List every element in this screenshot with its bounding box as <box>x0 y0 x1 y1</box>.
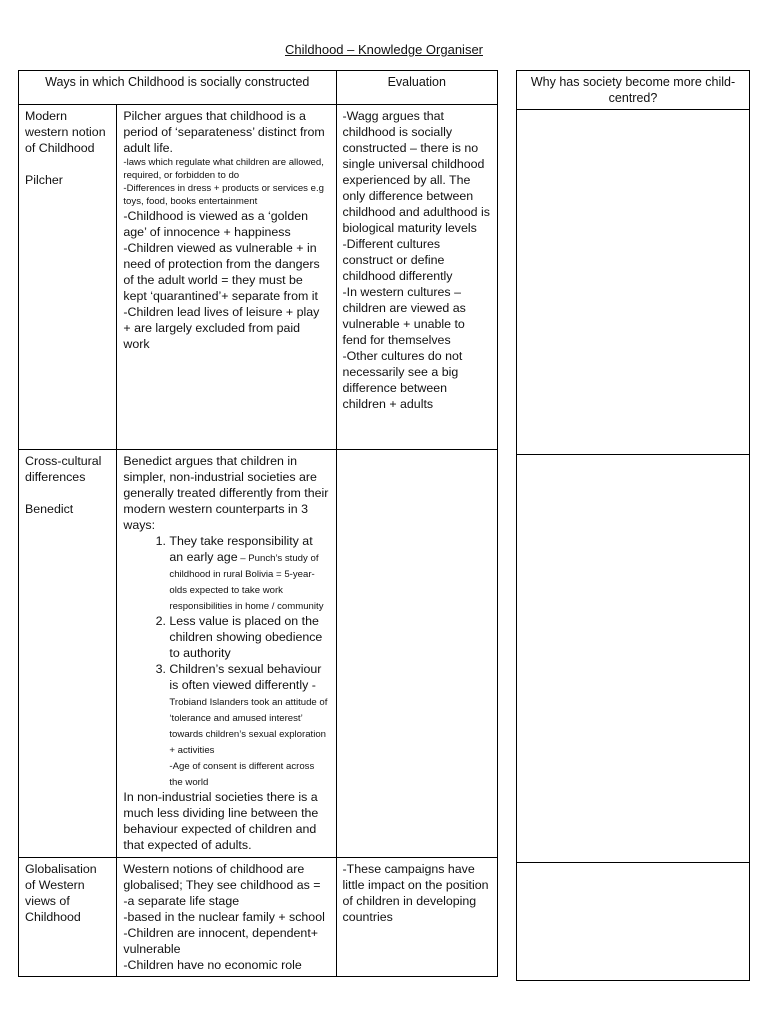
point-text: -Children are innocent, dependent+ vulnerable <box>123 926 318 956</box>
topic-label: Cross-cultural differences <box>25 454 102 484</box>
row-topic-cell <box>19 450 117 858</box>
row-eval-cell <box>336 858 497 977</box>
eval-text: -Different cultures construct or define childhood differently <box>342 237 453 283</box>
header-evaluation: Evaluation <box>336 71 497 105</box>
numbered-list <box>123 533 329 789</box>
header-constructed: Ways in which Childhood is socially constructed <box>19 71 337 105</box>
topic-label: Globalisation of Western views of Childhood <box>25 862 97 924</box>
page-title: Childhood – Knowledge Organiser <box>284 42 483 57</box>
point-text: -based in the nuclear family + school <box>123 910 325 924</box>
point-text: -Children viewed as vulnerable + in need of protection from the dangers of the adult world = they must be kept ‘quarantined’+ separate from it <box>123 241 320 303</box>
lead-text: Pilcher argues that childhood is a period of ‘separateness’ distinct from adult life. <box>123 109 325 155</box>
item-main-text: Less value is placed on the children showing obedience to authority <box>169 614 323 660</box>
point-text: -Childhood is viewed as a ‘golden age’ of innocence + happiness <box>123 209 308 239</box>
list-item <box>169 613 329 661</box>
lead-text: Western notions of childhood are globalised; They see childhood as = <box>123 862 321 892</box>
point-text: -a separate life stage <box>123 894 240 908</box>
list-item <box>169 661 329 789</box>
note-text: -laws which regulate what children are allowed, required, or forbidden to do <box>123 157 324 181</box>
item-main-text: Children’s sexual behaviour is often viewed differently - <box>169 662 322 692</box>
point-text: -Children have no economic role <box>123 958 302 972</box>
topic-label: Modern western notion of Childhood <box>25 109 106 155</box>
eval-text: -These campaigns have little impact on the position of children in developing countries <box>342 862 489 924</box>
eval-text: -In western cultures – children are viewed as vulnerable + unable to fend for themselves <box>342 285 466 347</box>
item-note-text: – Punch’s study of childhood in rural Bolivia = 5-year-olds expected to take work responsibilities in home / community <box>169 553 324 612</box>
row-eval-cell <box>336 105 497 450</box>
row-eval-cell <box>336 450 497 858</box>
item-main-text: They take responsibility at an early age <box>169 534 313 564</box>
author-label: Benedict <box>25 502 74 516</box>
side-cell <box>517 455 750 863</box>
header-child-centred: Why has society become more child-centred? <box>517 71 750 110</box>
item-note-text: -Age of consent is different across the world <box>169 761 315 788</box>
row-content-cell <box>117 450 336 858</box>
eval-text: -Other cultures do not necessarily see a big difference between children + adults <box>342 349 463 411</box>
side-cell <box>517 863 750 981</box>
main-table <box>18 70 498 977</box>
table-row-modern <box>19 105 498 450</box>
row-content-cell <box>117 858 336 977</box>
lead-text: Benedict argues that children in simpler, non-industrial societies are generally treated differently from their modern western counterparts in 3 ways: <box>123 454 329 532</box>
row-content-cell <box>117 105 336 450</box>
note-text: -Differences in dress + products or services e.g toys, food, books entertainment <box>123 183 324 207</box>
table-row-crosscultural <box>19 450 498 858</box>
list-item <box>169 533 329 613</box>
eval-text: -Wagg argues that childhood is socially constructed – there is no single universal childhood experienced by all. The only difference between childhood and adulthood is biological maturity levels <box>342 109 490 235</box>
closing-text: In non-industrial societies there is a much less dividing line between the behaviour expected of children and that expected of adults. <box>123 790 319 852</box>
point-text: -Children lead lives of leisure + play + are largely excluded from paid work <box>123 305 320 351</box>
row-topic-cell <box>19 858 117 977</box>
item-note-text: Trobiand Islanders took an attitude of ‘tolerance and amused interest’ towards children’s sexual exploration + activities <box>169 697 328 756</box>
table-row-globalisation <box>19 858 498 977</box>
side-table <box>516 70 750 981</box>
row-topic-cell <box>19 105 117 450</box>
author-label: Pilcher <box>25 173 63 187</box>
side-cell <box>517 110 750 455</box>
